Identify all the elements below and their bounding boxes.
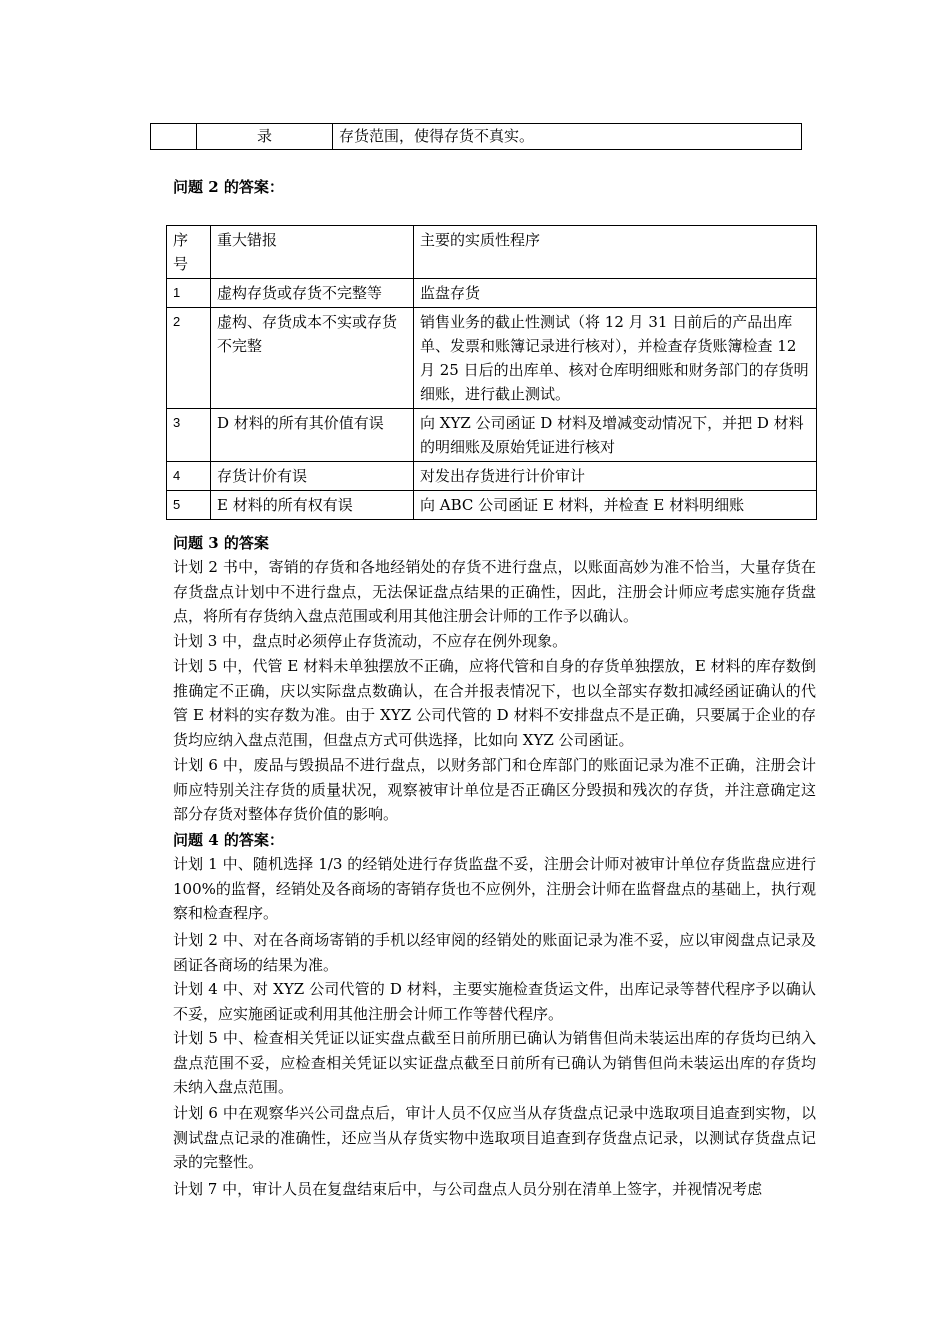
table-row [167, 308, 817, 409]
q2-table [166, 225, 817, 520]
table-header-row [167, 226, 817, 279]
table-row [167, 409, 817, 462]
header-seq: 序 号 [167, 226, 211, 279]
q4-paragraph-3: 计划 4 中、对 XYZ 公司代管的 D 材料，主要实施检查货运文件，出库记录等替代程序予以确认不妥，应实施函证或利用其他注册会计师工作等替代程序。 [173, 980, 816, 1023]
row-misstatement: 存货计价有误 [211, 462, 414, 491]
q4-paragraph-5: 计划 6 中在观察华兴公司盘点后，审计人员不仅应当从存货盘点记录中选取项目追查到实物，以测试盘点记录的准确性，还应当从存货实物中选取项目追查到存货盘点记录，以测试存货盘点记录的完整性。 [173, 1104, 816, 1171]
row-number: 2 [167, 308, 211, 409]
q4-paragraph-1: 计划 1 中、随机选择 1/3 的经销处进行存货监盘不妥，注册会计师对被审计单位存货监盘应进行 100%的监督，经销处及各商场的寄销存货也不应例外，注册会计师在监督盘点的基础上，执行观察和检查程序。 [173, 855, 816, 922]
row-number: 5 [167, 491, 211, 520]
table-cell: 存货范围，使得存货不真实。 [333, 124, 802, 150]
q3-paragraph-2: 计划 3 中，盘点时必须停止存货流动，不应存在例外现象。 [173, 632, 568, 650]
table-row [167, 279, 817, 308]
q3-paragraph-3: 计划 5 中，代管 E 材料未单独摆放不正确，应将代管和自身的存货单独摆放，E 材料的库存数倒推确定不正确，庆以实际盘点数确认，在合并报表情况下，也以全部实存数扣减经函证确认的代管 E 材料的实存数为准。由于 XYZ 公司代管的 D 材料不安排盘点不是正确，只要属于企业的存货均应纳入盘点范围，但盘点方式可供选择，比如向 XYZ 公司函证。 [173, 657, 816, 749]
row-misstatement: 虚构存货或存货不完整等 [211, 279, 414, 308]
q3-paragraph-1: 计划 2 书中，寄销的存货和各地经销处的存货不进行盘点，以账面高妙为准不恰当，大量存货在存货盘点计划中不进行盘点，无法保证盘点结果的正确性，因此，注册会计师应考虑实施存货盘点，将所有存货纳入盘点范围或利用其他注册会计师的工作予以确认。 [173, 558, 816, 625]
row-misstatement: D 材料的所有其价值有误 [211, 409, 414, 462]
header-misstatement: 重大错报 [211, 226, 414, 279]
table-row [167, 491, 817, 520]
row-procedure: 向 ABC 公司函证 E 材料，并检查 E 材料明细账 [414, 491, 817, 520]
table-row [151, 124, 802, 150]
row-misstatement: E 材料的所有权有误 [211, 491, 414, 520]
row-procedure: 监盘存货 [414, 279, 817, 308]
q4-paragraph-4: 计划 5 中、检查相关凭证以证实盘点截至日前所朋已确认为销售但尚未装运出库的存货均已纳入盘点范围不妥，应检查相关凭证以实证盘点截至日前所有已确认为销售但尚未装运出库的存货均未纳入盘点范围。 [173, 1029, 816, 1096]
row-number: 1 [167, 279, 211, 308]
continuation-table [150, 123, 802, 150]
row-procedure: 销售业务的截止性测试（将 12 月 31 日前后的产品出库单、发票和账簿记录进行核对），并检查存货账簿检查 12 月 25 日后的出库单、核对仓库明细账和财务部门的存货明细账，进行截止测试。 [414, 308, 817, 409]
q3-heading: 问题 3 的答案 [173, 534, 269, 552]
row-number: 4 [167, 462, 211, 491]
row-procedure: 向 XYZ 公司函证 D 材料及增减变动情况下，并把 D 材料的明细账及原始凭证进行核对 [414, 409, 817, 462]
q4-paragraph-6: 计划 7 中，审计人员在复盘结束后中，与公司盘点人员分别在清单上签字，并视情况考虑 [173, 1180, 763, 1198]
row-misstatement: 虚构、存货成本不实或存货不完整 [211, 308, 414, 409]
q3-paragraph-4: 计划 6 中，废品与毁损品不进行盘点，以财务部门和仓库部门的账面记录为准不正确，注册会计师应特别关注存货的质量状况，观察被审计单位是否正确区分毁损和残次的存货，并注意确定这部分存货对整体存货价值的影响。 [173, 756, 816, 823]
table-cell: 录 [197, 124, 333, 150]
q2-heading: 问题 2 的答案： [173, 178, 284, 196]
q4-heading: 问题 4 的答案： [173, 831, 284, 849]
table-row [167, 462, 817, 491]
row-number: 3 [167, 409, 211, 462]
q4-paragraph-2: 计划 2 中、对在各商场寄销的手机以经审阅的经销处的账面记录为准不妥，应以审阅盘点记录及函证各商场的结果为准。 [173, 931, 816, 974]
table-cell [151, 124, 197, 150]
row-procedure: 对发出存货进行计价审计 [414, 462, 817, 491]
header-procedure: 主要的实质性程序 [414, 226, 817, 279]
